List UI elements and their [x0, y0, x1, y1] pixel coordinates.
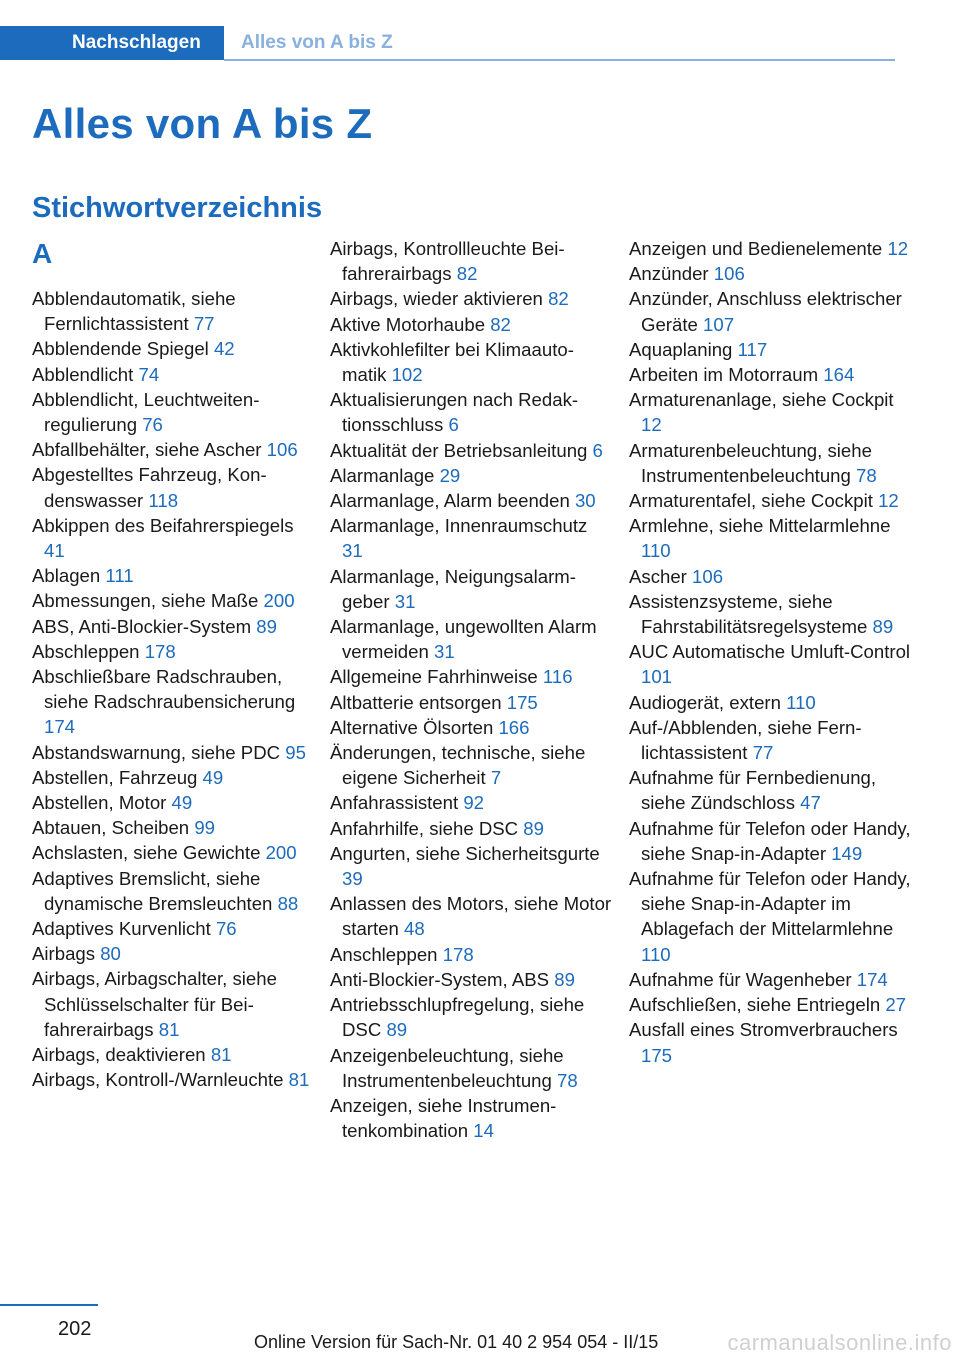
- version-note: Online Version für Sach-Nr. 01 40 2 954 054 - II/15: [254, 1332, 659, 1352]
- index-entry: [330, 236, 612, 286]
- index-term: Alarmanlage, Innenraumschutz: [330, 515, 588, 537]
- page-reference-link[interactable]: 42: [213, 338, 235, 360]
- index-entry: [629, 564, 911, 589]
- page-reference-link[interactable]: 106: [266, 439, 298, 461]
- index-term: Audiogerät, extern: [629, 691, 787, 713]
- index-term: Anzünder, Anschluss elektrischer Geräte: [629, 288, 902, 335]
- page-reference-link[interactable]: 101: [641, 666, 673, 688]
- page-reference-link[interactable]: 149: [831, 842, 863, 864]
- page-reference-link[interactable]: 82: [548, 288, 569, 310]
- index-entry: [32, 462, 314, 512]
- index-term: Aktualisierungen nach Redaktionsschluss: [330, 389, 579, 436]
- index-entry: [330, 286, 612, 311]
- index-entry: [330, 690, 612, 715]
- page-reference-link[interactable]: 107: [703, 313, 735, 335]
- page-reference-link[interactable]: 31: [394, 590, 416, 612]
- index-term: Airbags, deaktivieren: [32, 1044, 211, 1066]
- index-term: Angurten, siehe Sicherheitsgurte: [330, 842, 600, 864]
- page-reference-link[interactable]: 74: [138, 363, 160, 385]
- page-reference-link[interactable]: 174: [856, 968, 888, 990]
- page-reference-link[interactable]: 82: [490, 313, 511, 335]
- page-reference-link[interactable]: 89: [554, 968, 575, 990]
- page-reference-link[interactable]: 31: [433, 641, 455, 663]
- page-reference-link[interactable]: 116: [542, 666, 573, 688]
- index-entry: [32, 286, 314, 336]
- index-entry: [629, 261, 911, 286]
- index-term: AUC Automatische Umluft-Control: [629, 641, 911, 663]
- index-entry: [32, 740, 314, 765]
- section-tab[interactable]: [0, 26, 224, 60]
- index-entry: [330, 564, 612, 614]
- index-term: Armaturenbeleuchtung, siehe Instrumentenbeleuchtung: [629, 439, 872, 486]
- index-entry: [629, 690, 911, 715]
- index-entry: [330, 463, 612, 488]
- index-entry: [330, 891, 612, 941]
- index-entry: [32, 840, 314, 865]
- index-term: Anzeigen und Bedienelemente: [629, 238, 888, 259]
- page-reference-link[interactable]: 76: [215, 918, 237, 940]
- page-reference-link[interactable]: 89: [872, 616, 894, 638]
- index-entry: [330, 740, 612, 790]
- page-reference-link[interactable]: 49: [171, 792, 193, 814]
- page-reference-link[interactable]: 200: [265, 842, 297, 864]
- watermark-logo: carmanualsonline.info: [727, 1330, 952, 1355]
- page-reference-link[interactable]: 95: [285, 741, 306, 763]
- index-entry: [629, 337, 911, 362]
- index-entry: [629, 488, 911, 513]
- page-reference-link[interactable]: 117: [737, 338, 768, 360]
- index-term: Abschließbare Radschrauben, siehe Radschraubensicherung: [32, 666, 296, 713]
- page-reference-link[interactable]: 49: [202, 766, 224, 788]
- page-reference-link[interactable]: 175: [641, 1044, 673, 1066]
- index-term: Aufnahme für Fernbedienung, siehe Zündschloss: [629, 767, 877, 814]
- index-entry: [629, 765, 911, 815]
- page-reference-link[interactable]: 30: [574, 490, 596, 512]
- index-term: Anfahrhilfe, siehe DSC: [330, 817, 524, 839]
- page-reference-link[interactable]: 6: [592, 439, 603, 461]
- index-entry: [32, 387, 314, 437]
- index-term: Armlehne, siehe Mittelarmlehne: [629, 515, 891, 537]
- index-column-1: [32, 236, 314, 1093]
- index-term: Adaptives Bremslicht, siehe dynamische Bremsleuchten: [32, 867, 278, 914]
- page-reference-link[interactable]: 106: [713, 263, 745, 285]
- page-reference-link[interactable]: 80: [100, 943, 121, 965]
- page-reference-link[interactable]: 89: [256, 615, 277, 637]
- index-term: Arbeiten im Motorraum: [629, 364, 824, 386]
- page-reference-link[interactable]: 92: [463, 792, 485, 814]
- index-entry: [629, 387, 911, 437]
- index-entry: [32, 588, 314, 613]
- index-term: Abmessungen, siehe Maße: [32, 590, 264, 612]
- index-term: Airbags: [32, 943, 101, 965]
- index-term: Aufnahme für Telefon oder Handy, siehe Snap-in-Adapter: [629, 817, 911, 864]
- index-term: Anlassen des Motors, siehe Motor starten: [330, 893, 612, 940]
- index-entry: [330, 513, 612, 563]
- index-term: Alarmanlage, ungewollten Alarm vermeiden: [330, 616, 597, 663]
- page-number: 202: [58, 1318, 92, 1340]
- index-term: Assistenzsysteme, siehe Fahrstabilitätsregelsysteme: [629, 590, 873, 638]
- page-reference-link[interactable]: 200: [263, 590, 295, 612]
- index-term: Aquaplaning: [629, 338, 738, 360]
- page-reference-link[interactable]: 89: [386, 1019, 408, 1041]
- index-term: Alternative Ölsorten: [330, 716, 499, 738]
- index-term: Aktive Motorhaube: [330, 313, 491, 335]
- index-term: Airbags, Kontroll-/Warnleuchte: [32, 1069, 289, 1091]
- page-reference-link[interactable]: 99: [194, 817, 215, 839]
- page-reference-link[interactable]: 178: [144, 640, 176, 662]
- page-reference-link[interactable]: 12: [887, 238, 909, 259]
- index-entry: [32, 815, 314, 840]
- index-entry: [629, 866, 911, 967]
- index-term: Abblendautomatik, siehe Fernlichtassistent: [32, 288, 236, 335]
- index-letter: A: [32, 238, 53, 269]
- index-term: Abfallbehälter, siehe Ascher: [32, 439, 267, 461]
- index-term: Aktivkohlefilter bei Klimaautomatik: [330, 338, 574, 386]
- page-reference-link[interactable]: 178: [442, 943, 474, 965]
- page-reference-link[interactable]: 174: [44, 716, 76, 738]
- index-entry: [32, 1042, 314, 1067]
- index-entry: [629, 992, 911, 1017]
- index-term: Ablagen: [32, 565, 106, 587]
- index-term: Achslasten, siehe Gewichte: [32, 842, 266, 864]
- section-tab-label: Nachschlagen: [72, 32, 201, 53]
- index-entry: [32, 966, 314, 1042]
- index-entry: [629, 715, 911, 765]
- index-term: Ausfall eines Stromverbrauchers: [629, 1019, 898, 1041]
- index-entry: [330, 841, 612, 891]
- index-term: Auf-/Abblenden, siehe Fernlichtassistent: [629, 716, 862, 764]
- index-term: Armaturenanlage, siehe Cockpit: [629, 389, 894, 411]
- page-reference-link[interactable]: 88: [277, 892, 299, 914]
- index-entry: [629, 513, 911, 563]
- index-entry: [330, 816, 612, 841]
- index-term: Allgemeine Fahrhinweise: [330, 666, 543, 688]
- index-entry: [330, 488, 612, 513]
- page-reference-link[interactable]: 110: [786, 691, 816, 713]
- page-reference-link[interactable]: 77: [752, 742, 774, 764]
- page-reference-link[interactable]: 81: [288, 1069, 310, 1091]
- index-entry: [32, 765, 314, 790]
- index-term: Abkippen des Beifahrerspiegels: [32, 514, 294, 536]
- index-term: Abschleppen: [32, 640, 145, 662]
- index-term: Änderungen, technische, siehe eigene Sicherheit: [330, 742, 586, 789]
- page-reference-link[interactable]: 7: [490, 767, 502, 789]
- index-term: Aufschließen, siehe Entriegeln: [629, 994, 886, 1016]
- index-entry: [629, 589, 911, 639]
- page-reference-link[interactable]: 89: [523, 817, 544, 839]
- index-term: Airbags, Kontrollleuchte Beifahrerairbags: [330, 238, 565, 285]
- index-entry: [629, 816, 911, 866]
- index-term: Abtauen, Scheiben: [32, 817, 195, 839]
- index-term: Aufnahme für Telefon oder Handy, siehe Snap-in-Adapter im Ablagefach der Mittelarmlehne: [629, 868, 911, 940]
- page-reference-link[interactable]: 102: [391, 364, 423, 386]
- page-reference-link[interactable]: 81: [158, 1018, 180, 1040]
- page-reference-link[interactable]: 29: [439, 464, 461, 486]
- index-term: Alarmanlage, Alarm beenden: [330, 490, 575, 512]
- index-term: Alarmanlage: [330, 464, 440, 486]
- page-reference-link[interactable]: 6: [448, 414, 459, 436]
- index-term: Ascher: [629, 565, 693, 587]
- index-term: Airbags, wieder aktivieren: [330, 288, 549, 310]
- index-term: Aufnahme für Wagenheber: [629, 968, 857, 990]
- page-reference-link[interactable]: 41: [44, 540, 65, 562]
- page-reference-link[interactable]: 118: [148, 489, 179, 511]
- index-term: Abgestelltes Fahrzeug, Kondenswasser: [32, 464, 267, 511]
- index-term: Abstellen, Fahrzeug: [32, 766, 203, 788]
- index-term: Armaturentafel, siehe Cockpit: [629, 490, 879, 512]
- index-entry: [330, 438, 612, 463]
- page-reference-link[interactable]: 31: [342, 540, 363, 562]
- page-reference-link[interactable]: 81: [210, 1044, 232, 1066]
- page-reference-link[interactable]: 14: [473, 1120, 494, 1142]
- page-reference-link[interactable]: 12: [641, 414, 662, 436]
- index-term: Aktualität der Betriebsanleitung: [330, 439, 593, 461]
- page-reference-link[interactable]: 106: [692, 565, 724, 587]
- index-entry: [32, 941, 314, 966]
- index-term: Anschleppen: [330, 943, 443, 965]
- index-entry: [629, 967, 911, 992]
- page-reference-link[interactable]: 164: [823, 364, 855, 386]
- index-entry: [32, 664, 314, 740]
- header-rule: [224, 59, 895, 61]
- page-reference-link[interactable]: 47: [800, 792, 821, 814]
- index-entry: [32, 437, 314, 462]
- index-term: Anzeigenbeleuchtung, siehe Instrumentenbeleuchtung: [330, 1044, 564, 1091]
- index-entry: [32, 639, 314, 664]
- page-reference-link[interactable]: 78: [856, 464, 877, 486]
- page-reference-link[interactable]: 166: [498, 716, 530, 738]
- index-entry: [32, 513, 314, 563]
- index-term: ABS, Anti-Blockier-System: [32, 615, 257, 637]
- index-entry: [330, 967, 612, 992]
- index-term: Abblendlicht, Leuchtweitenregulierung: [32, 388, 260, 436]
- index-entry: [330, 1043, 612, 1093]
- chapter-tab[interactable]: Alles von A bis Z: [241, 32, 393, 53]
- index-entry: [330, 664, 612, 689]
- footer-rule: [0, 1304, 98, 1306]
- index-entry: [330, 715, 612, 740]
- index-column-3: [629, 236, 911, 1068]
- page-reference-link[interactable]: 111: [105, 565, 134, 587]
- index-entry: [32, 362, 314, 387]
- index-entry: [330, 337, 612, 387]
- index-term: Abblendende Spiegel: [32, 338, 214, 360]
- index-entry: [629, 362, 911, 387]
- page-reference-link[interactable]: 77: [193, 313, 215, 335]
- page-reference-link[interactable]: 110: [641, 943, 671, 965]
- index-term: Anti-Blockier-System, ABS: [330, 968, 555, 990]
- index-entry: [629, 236, 911, 261]
- page-reference-link[interactable]: 175: [506, 691, 538, 713]
- page-reference-link[interactable]: 39: [342, 868, 363, 890]
- index-entry: [32, 336, 314, 361]
- index-term: Anfahrassistent: [330, 792, 464, 814]
- page-title: Alles von A bis Z: [32, 100, 373, 147]
- page-reference-link[interactable]: 110: [641, 540, 671, 562]
- index-entry: [330, 942, 612, 967]
- index-entry: [32, 563, 314, 588]
- index-entry: [629, 438, 911, 488]
- index-entry: [32, 916, 314, 941]
- page-reference-link[interactable]: 48: [404, 918, 425, 940]
- index-entry: [629, 286, 911, 336]
- index-term: Anzeigen, siehe Instrumentenkombination: [330, 1094, 557, 1142]
- index-term: Abblendlicht: [32, 363, 139, 385]
- index-entry: [629, 639, 911, 689]
- index-entry: [330, 1093, 612, 1143]
- page-reference-link[interactable]: 27: [885, 994, 907, 1016]
- index-entry: [32, 866, 314, 916]
- index-entry: [32, 614, 314, 639]
- index-column-2: [330, 236, 612, 1143]
- index-entry: [330, 614, 612, 664]
- index-entry: [330, 790, 612, 815]
- index-entry: [32, 790, 314, 815]
- index-entry: [330, 992, 612, 1042]
- index-entry: [330, 387, 612, 437]
- index-term: Abstellen, Motor: [32, 792, 172, 814]
- running-header: [0, 26, 895, 62]
- index-term: Anzünder: [629, 263, 714, 285]
- index-term: Altbatterie entsorgen: [330, 691, 507, 713]
- index-term: Abstandswarnung, siehe PDC: [32, 741, 286, 763]
- index-term: Antriebsschlupfregelung, siehe DSC: [330, 994, 585, 1041]
- index-entry: [32, 1067, 314, 1092]
- index-term: Alarmanlage, Neigungsalarmgeber: [330, 565, 576, 612]
- index-entry: [629, 1017, 911, 1067]
- page-reference-link[interactable]: 78: [557, 1069, 578, 1091]
- page-reference-link[interactable]: 12: [878, 490, 899, 512]
- index-title: Stichwortverzeichnis: [32, 192, 323, 224]
- index-entry: [330, 312, 612, 337]
- index-term: Airbags, Airbagschalter, siehe Schlüsselschalter für Beifahrerairbags: [32, 968, 277, 1040]
- page-reference-link[interactable]: 76: [142, 414, 163, 436]
- page-reference-link[interactable]: 82: [456, 263, 478, 285]
- index-term: Adaptives Kurvenlicht: [32, 918, 216, 940]
